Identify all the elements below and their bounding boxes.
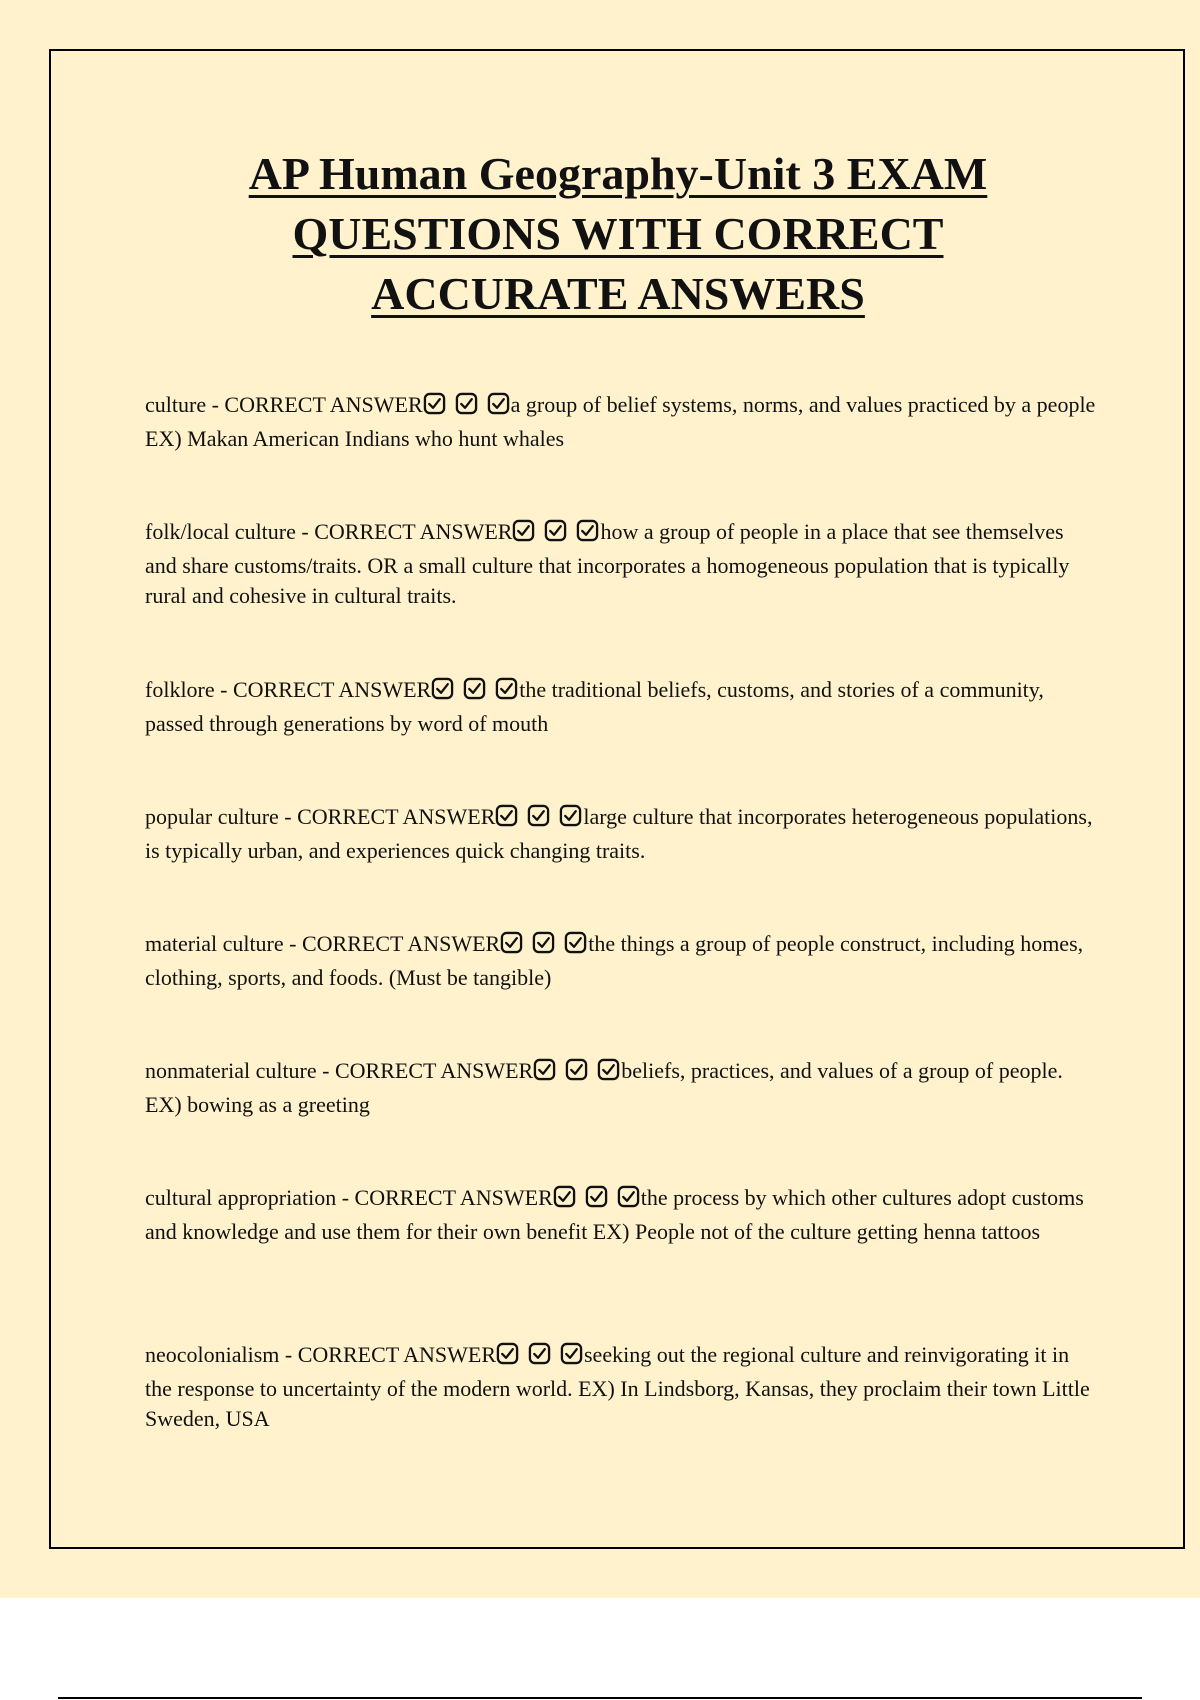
check-box-icon xyxy=(559,804,582,827)
qa-label: CORRECT ANSWER xyxy=(297,1342,496,1367)
qa-separator: - xyxy=(206,392,225,417)
qa-item-material-culture xyxy=(145,929,1100,993)
qa-separator: - xyxy=(283,931,302,956)
qa-answer: the things a group of people construct, including homes, clothing, sports, and foods. (Must be tangible) xyxy=(145,931,1084,990)
check-box-icon xyxy=(455,392,478,415)
qa-term: material culture xyxy=(145,931,284,956)
check-box-icon xyxy=(495,677,518,700)
title-line-3: ACCURATE ANSWERS xyxy=(371,268,865,319)
check-icons xyxy=(495,804,583,836)
qa-item-cultural-appropriation xyxy=(145,1183,1100,1247)
check-box-icon xyxy=(564,931,587,954)
qa-label: CORRECT ANSWER xyxy=(232,677,432,702)
qa-term: folklore xyxy=(145,677,215,702)
check-icons xyxy=(500,931,588,963)
document-title xyxy=(110,144,1126,324)
check-box-icon xyxy=(532,931,555,954)
qa-separator: - xyxy=(278,804,298,829)
check-box-icon xyxy=(487,392,510,415)
qa-term: cultural appropriation xyxy=(145,1185,337,1210)
qa-separator: - xyxy=(295,519,315,544)
qa-separator: - xyxy=(336,1185,355,1210)
qa-item-popular-culture xyxy=(145,802,1100,866)
qa-term: folk/local culture xyxy=(145,519,296,544)
qa-term: nonmaterial culture xyxy=(145,1058,317,1083)
check-icons xyxy=(496,1342,584,1374)
check-box-icon xyxy=(585,1185,608,1208)
qa-separator: - xyxy=(316,1058,335,1083)
check-box-icon xyxy=(527,804,550,827)
check-box-icon xyxy=(512,519,535,542)
qa-label: CORRECT ANSWER xyxy=(297,804,496,829)
check-box-icon xyxy=(597,1058,620,1081)
check-box-icon xyxy=(431,677,454,700)
qa-separator: - xyxy=(279,1342,298,1367)
check-icons xyxy=(423,392,511,424)
qa-answer: the process by which other cultures adopt customs and knowledge and use them for their own benefit EX) People not of the culture getting henna tattoos xyxy=(145,1185,1084,1244)
check-icons xyxy=(533,1058,621,1090)
check-box-icon xyxy=(565,1058,588,1081)
qa-item-culture xyxy=(145,390,1100,454)
qa-term: popular culture xyxy=(145,804,279,829)
check-box-icon xyxy=(560,1342,583,1365)
qa-label: CORRECT ANSWER xyxy=(224,392,423,417)
qa-separator: - xyxy=(214,677,233,702)
qa-answer: the traditional beliefs, customs, and stories of a community, passed through generations by word of mouth xyxy=(145,677,1044,736)
qa-answer: a group of belief systems, norms, and values practiced by a people EX) Makan American Indians who hunt whales xyxy=(145,392,1096,451)
qa-label: CORRECT ANSWER xyxy=(354,1185,553,1210)
qa-answer: large culture that incorporates heterogeneous populations, is typically urban, and experiences quick changing traits. xyxy=(145,804,1093,863)
check-icons xyxy=(553,1185,641,1217)
qa-label: CORRECT ANSWER xyxy=(334,1058,534,1083)
check-box-icon xyxy=(533,1058,556,1081)
check-box-icon xyxy=(500,931,523,954)
check-box-icon xyxy=(496,1342,519,1365)
qa-label: CORRECT ANSWER xyxy=(314,519,513,544)
check-box-icon xyxy=(617,1185,640,1208)
qa-item-folk-local-culture xyxy=(145,517,1100,612)
qa-answer: seeking out the regional culture and reinvigorating it in the response to uncertainty of the modern world. EX) In Lindsborg, Kansas, they proclaim their town Little Sweden, USA xyxy=(145,1342,1090,1431)
check-box-icon xyxy=(544,519,567,542)
qa-label: CORRECT ANSWER xyxy=(301,931,501,956)
check-icons xyxy=(512,519,600,551)
qa-item-neocolonialism xyxy=(145,1340,1100,1435)
title-line-2: QUESTIONS WITH CORRECT xyxy=(292,208,944,259)
qa-term: neocolonialism xyxy=(145,1342,280,1367)
check-box-icon xyxy=(463,677,486,700)
check-box-icon xyxy=(528,1342,551,1365)
page-footer-rule xyxy=(58,1697,1142,1699)
title-line-1: AP Human Geography-Unit 3 EXAM xyxy=(248,148,988,199)
qa-term: culture xyxy=(145,392,207,417)
check-box-icon xyxy=(576,519,599,542)
check-box-icon xyxy=(553,1185,576,1208)
check-icons xyxy=(431,677,519,709)
qa-answer: how a group of people in a place that see themselves and share customs/traits. OR a small culture that incorporates a homogeneous population that is typically rural and cohesive in cultural traits. xyxy=(145,519,1070,608)
check-box-icon xyxy=(423,392,446,415)
check-box-icon xyxy=(495,804,518,827)
qa-item-folklore xyxy=(145,675,1100,739)
qa-answer: beliefs, practices, and values of a group of people. EX) bowing as a greeting xyxy=(145,1058,1063,1117)
qa-item-nonmaterial-culture xyxy=(145,1056,1100,1120)
